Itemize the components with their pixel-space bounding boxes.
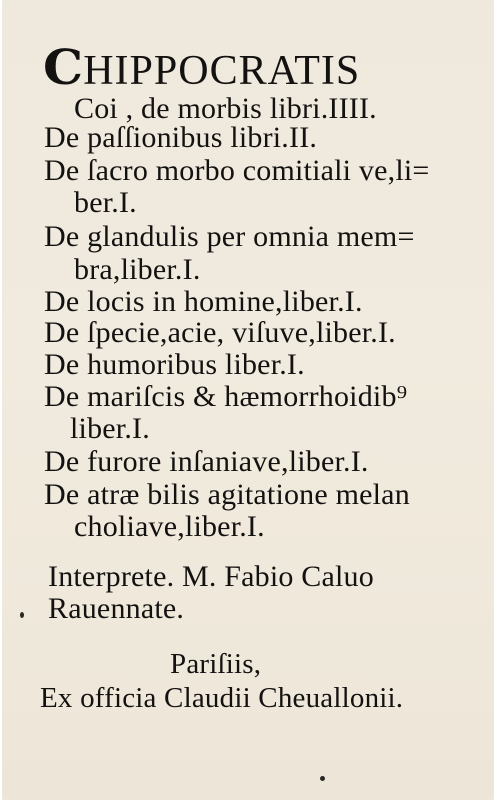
contents-line-4: ber.I. [74, 186, 137, 219]
contents-line-14: choliave,liber.I. [74, 510, 265, 543]
contents-line-9: De humoribus liber.I. [44, 348, 305, 381]
contents-line-2: De paſſionibus libri.II. [44, 121, 318, 154]
title-initial: C [43, 40, 85, 96]
contents-line-8: De ſpecie,acie, viſuve,liber.I. [44, 316, 396, 349]
contents-line-6: bra,liber.I. [74, 253, 201, 286]
imprint-publisher: Ex officia Claudii Cheuallonii. [40, 682, 404, 714]
imprint-place: Pariſiis, [170, 648, 262, 680]
title [44, 40, 360, 96]
contents-line-13: De atræ bilis agitatione melan [44, 478, 410, 511]
contents-line-12: De furore inſaniave,liber.I. [44, 445, 369, 478]
interpreter-line-1: Interprete. M. Fabio Caluo [48, 560, 374, 593]
contents-line-7: De locis in homine,liber.I. [44, 285, 363, 318]
contents-line-3: De ſacro morbo comitiali ve,li= [44, 154, 430, 187]
ink-spot [320, 776, 325, 781]
contents-line-5: De glandulis per omnia mem= [44, 220, 415, 253]
book-page [2, 0, 494, 800]
title-text: HIPPOCRATIS [83, 48, 361, 94]
contents-line-10: De mariſcis & hæmorrhoidib⁹ [44, 380, 408, 413]
interpreter-line-2: Rauennate. [48, 592, 185, 625]
ink-spot [20, 612, 24, 618]
contents-line-1: Coi , de morbis libri.IIII. [74, 92, 377, 125]
contents-line-11: liber.I. [70, 412, 150, 445]
